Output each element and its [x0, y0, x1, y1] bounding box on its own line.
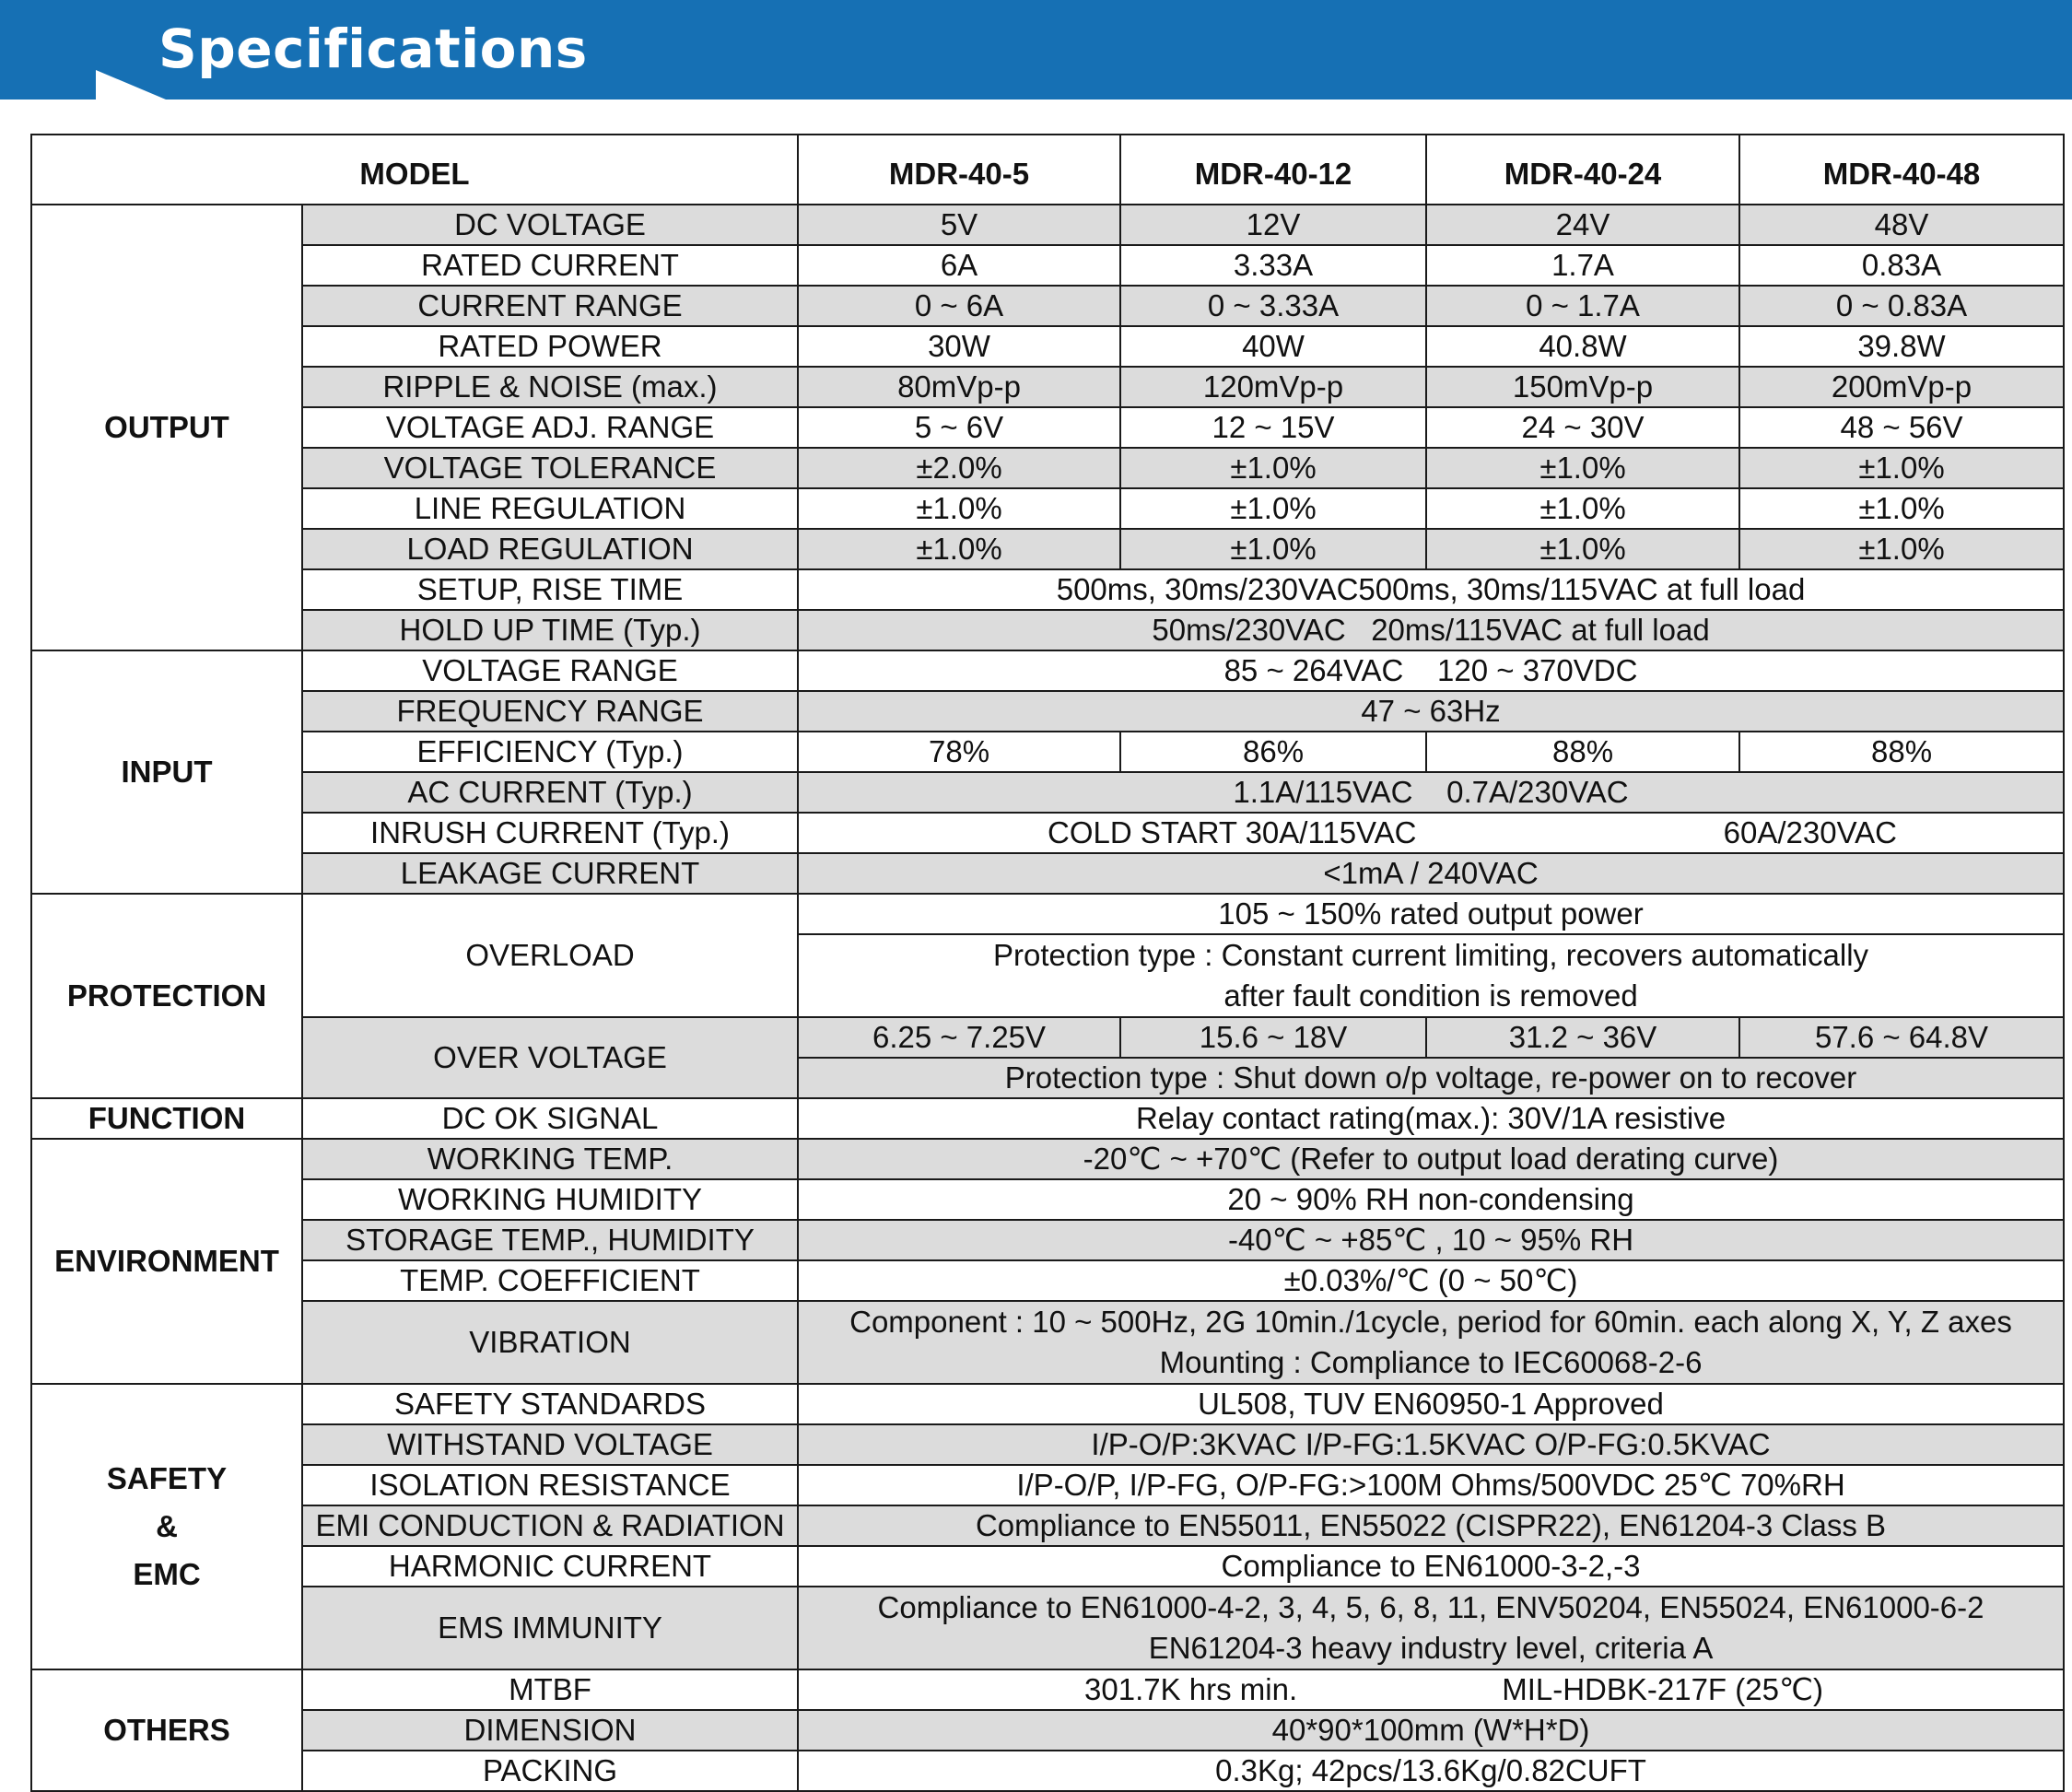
spec-row [31, 853, 2064, 894]
mtbf-hours: 301.7K hrs min. [1084, 1672, 1298, 1706]
spec-value: 40*90*100mm (W*H*D) [798, 1710, 2064, 1751]
item-label: AC CURRENT (Typ.) [302, 772, 798, 813]
item-label: SAFETY STANDARDS [302, 1384, 798, 1424]
item-label: DC OK SIGNAL [302, 1098, 798, 1139]
spec-row [31, 1179, 2064, 1220]
spec-row [31, 569, 2064, 610]
category-protection: PROTECTION [31, 894, 302, 1098]
spec-row [31, 1751, 2064, 1791]
overload-protection-line: after fault condition is removed [1223, 978, 1638, 1013]
inrush-230vac: 60A/230VAC [1723, 815, 1898, 849]
item-label: LEAKAGE CURRENT [302, 853, 798, 894]
spec-row [31, 367, 2064, 407]
inrush-values [799, 815, 2063, 850]
spec-value: 12V [1120, 205, 1426, 245]
vibration-line: Mounting : Compliance to IEC60068-2-6 [1159, 1345, 1703, 1379]
spec-row [31, 650, 2064, 691]
spec-value: 500ms, 30ms/230VAC500ms, 30ms/115VAC at full load [798, 569, 2064, 610]
spec-value: 0 ~ 1.7A [1426, 286, 1739, 326]
spec-value: -40℃ ~ +85℃ , 10 ~ 95% RH [798, 1220, 2064, 1260]
spec-row [31, 1424, 2064, 1465]
item-label: SETUP, RISE TIME [302, 569, 798, 610]
item-label: OVER VOLTAGE [302, 1017, 798, 1098]
spec-value: ±1.0% [1739, 448, 2064, 488]
spec-row [31, 894, 2064, 934]
item-label: WORKING TEMP. [302, 1139, 798, 1179]
spec-value: 50ms/230VAC 20ms/115VAC at full load [798, 610, 2064, 650]
spec-value [798, 1301, 2064, 1384]
spec-row [31, 407, 2064, 448]
spec-row [31, 1587, 2064, 1669]
spec-row [31, 286, 2064, 326]
ems-line: Compliance to EN61000-4-2, 3, 4, 5, 6, 8, 11, ENV50204, EN55024, EN61000-6-2 [877, 1590, 1984, 1624]
spec-value: -20℃ ~ +70℃ (Refer to output load derating curve) [798, 1139, 2064, 1179]
category-function: FUNCTION [31, 1098, 302, 1139]
model-header: MODEL [31, 135, 798, 205]
spec-value: 39.8W [1739, 326, 2064, 367]
spec-row [31, 1301, 2064, 1384]
item-label: INRUSH CURRENT (Typ.) [302, 813, 798, 853]
spec-row [31, 610, 2064, 650]
item-label: EMI CONDUCTION & RADIATION [302, 1505, 798, 1546]
spec-value: 20 ~ 90% RH non-condensing [798, 1179, 2064, 1220]
vibration-line: Component : 10 ~ 500Hz, 2G 10min./1cycle, period for 60min. each along X, Y, Z axes [849, 1305, 2012, 1339]
spec-value: ±1.0% [798, 529, 1120, 569]
model-name: MDR-40-12 [1120, 135, 1426, 205]
item-label: EMS IMMUNITY [302, 1587, 798, 1669]
item-label: STORAGE TEMP., HUMIDITY [302, 1220, 798, 1260]
item-label: CURRENT RANGE [302, 286, 798, 326]
item-label: HARMONIC CURRENT [302, 1546, 798, 1587]
item-label: OVERLOAD [302, 894, 798, 1017]
item-label: EFFICIENCY (Typ.) [302, 732, 798, 772]
spec-value: 0 ~ 6A [798, 286, 1120, 326]
model-name: MDR-40-24 [1426, 135, 1739, 205]
spec-value: 47 ~ 63Hz [798, 691, 2064, 732]
spec-value: 0 ~ 0.83A [1739, 286, 2064, 326]
spec-value: Compliance to EN55011, EN55022 (CISPR22), EN61204-3 Class B [798, 1505, 2064, 1546]
spec-value: 86% [1120, 732, 1426, 772]
spec-value: 150mVp-p [1426, 367, 1739, 407]
spec-value: 5V [798, 205, 1120, 245]
spec-value: ±1.0% [798, 488, 1120, 529]
spec-value: 80mVp-p [798, 367, 1120, 407]
inrush-cold-start: COLD START 30A/115VAC [1048, 815, 1417, 849]
spec-value: 85 ~ 264VAC 120 ~ 370VDC [798, 650, 2064, 691]
spec-value [798, 1587, 2064, 1669]
spec-row [31, 772, 2064, 813]
spec-value: ±1.0% [1739, 488, 2064, 529]
spec-value: ±1.0% [1120, 448, 1426, 488]
spec-value: ±1.0% [1120, 488, 1426, 529]
spec-row [31, 529, 2064, 569]
spec-value: ±2.0% [798, 448, 1120, 488]
item-label: FREQUENCY RANGE [302, 691, 798, 732]
spec-value: 6.25 ~ 7.25V [798, 1017, 1120, 1058]
spec-value: 88% [1739, 732, 2064, 772]
spec-value: 6A [798, 245, 1120, 286]
spec-value: 3.33A [1120, 245, 1426, 286]
spec-value: 5 ~ 6V [798, 407, 1120, 448]
model-row [31, 135, 2064, 205]
item-label: TEMP. COEFFICIENT [302, 1260, 798, 1301]
spec-row [31, 1546, 2064, 1587]
spec-value: Protection type : Shut down o/p voltage, re-power on to recover [798, 1058, 2064, 1098]
spec-value: ±1.0% [1426, 529, 1739, 569]
spec-value [798, 1669, 2064, 1710]
header-banner [0, 0, 2072, 100]
spec-row [31, 1505, 2064, 1546]
spec-row [31, 1669, 2064, 1710]
category-line: EMC [133, 1557, 201, 1591]
spec-value: 200mVp-p [1739, 367, 2064, 407]
item-label: WORKING HUMIDITY [302, 1179, 798, 1220]
item-label: MTBF [302, 1669, 798, 1710]
spec-row [31, 326, 2064, 367]
mtbf-standard: MIL-HDBK-217F (25℃) [1502, 1672, 1824, 1706]
spec-value: 30W [798, 326, 1120, 367]
item-label: RATED CURRENT [302, 245, 798, 286]
spec-value: 40W [1120, 326, 1426, 367]
category-input: INPUT [31, 650, 302, 894]
spec-value: 12 ~ 15V [1120, 407, 1426, 448]
spec-value: 31.2 ~ 36V [1426, 1017, 1739, 1058]
category-line: & [156, 1509, 178, 1543]
spec-value: 105 ~ 150% rated output power [798, 894, 2064, 934]
spec-value: 88% [1426, 732, 1739, 772]
spec-row [31, 732, 2064, 772]
item-label: VOLTAGE TOLERANCE [302, 448, 798, 488]
spec-value: 0.83A [1739, 245, 2064, 286]
spec-row [31, 1017, 2064, 1058]
spec-value: Compliance to EN61000-3-2,-3 [798, 1546, 2064, 1587]
spec-row [31, 205, 2064, 245]
spec-row [31, 448, 2064, 488]
category-others: OTHERS [31, 1669, 302, 1791]
item-label: PACKING [302, 1751, 798, 1791]
spec-value: 48V [1739, 205, 2064, 245]
item-label: VOLTAGE RANGE [302, 650, 798, 691]
spec-value: 1.7A [1426, 245, 1739, 286]
spec-row [31, 1384, 2064, 1424]
spec-row [31, 691, 2064, 732]
item-label: HOLD UP TIME (Typ.) [302, 610, 798, 650]
spec-row [31, 488, 2064, 529]
overload-protection-line: Protection type : Constant current limiting, recovers automatically [992, 938, 1869, 972]
spec-row [31, 1098, 2064, 1139]
spec-value [798, 934, 2064, 1017]
spec-value: 78% [798, 732, 1120, 772]
spec-value [798, 813, 2064, 853]
spec-row [31, 245, 2064, 286]
item-label: VIBRATION [302, 1301, 798, 1384]
spec-value: I/P-O/P:3KVAC I/P-FG:1.5KVAC O/P-FG:0.5KVAC [798, 1424, 2064, 1465]
spec-value: 40.8W [1426, 326, 1739, 367]
mtbf-values [799, 1672, 2063, 1707]
item-label: RATED POWER [302, 326, 798, 367]
item-label: ISOLATION RESISTANCE [302, 1465, 798, 1505]
spec-value: Relay contact rating(max.): 30V/1A resistive [798, 1098, 2064, 1139]
spec-value: ±1.0% [1120, 529, 1426, 569]
item-label: WITHSTAND VOLTAGE [302, 1424, 798, 1465]
model-name: MDR-40-5 [798, 135, 1120, 205]
category-line: SAFETY [106, 1461, 228, 1495]
spec-row [31, 1710, 2064, 1751]
item-label: RIPPLE & NOISE (max.) [302, 367, 798, 407]
spec-value: 48 ~ 56V [1739, 407, 2064, 448]
spec-value: <1mA / 240VAC [798, 853, 2064, 894]
ems-line: EN61204-3 heavy industry level, criteria A [1148, 1631, 1714, 1665]
spec-row [31, 1139, 2064, 1179]
spec-value: 0.3Kg; 42pcs/13.6Kg/0.82CUFT [798, 1751, 2064, 1791]
category-output: OUTPUT [31, 205, 302, 650]
spec-value: 57.6 ~ 64.8V [1739, 1017, 2064, 1058]
spec-value: 1.1A/115VAC 0.7A/230VAC [798, 772, 2064, 813]
spec-value: ±0.03%/℃ (0 ~ 50℃) [798, 1260, 2064, 1301]
spec-value: ±1.0% [1739, 529, 2064, 569]
spec-value: ±1.0% [1426, 448, 1739, 488]
item-label: DIMENSION [302, 1710, 798, 1751]
spec-value: I/P-O/P, I/P-FG, O/P-FG:>100M Ohms/500VDC 25℃ 70%RH [798, 1465, 2064, 1505]
model-name: MDR-40-48 [1739, 135, 2064, 205]
spec-value: 120mVp-p [1120, 367, 1426, 407]
spec-value: ±1.0% [1426, 488, 1739, 529]
spec-value: UL508, TUV EN60950-1 Approved [798, 1384, 2064, 1424]
item-label: LINE REGULATION [302, 488, 798, 529]
spec-row [31, 1220, 2064, 1260]
item-label: LOAD REGULATION [302, 529, 798, 569]
item-label: DC VOLTAGE [302, 205, 798, 245]
page-title: Specifications [158, 18, 588, 80]
spec-value: 15.6 ~ 18V [1120, 1017, 1426, 1058]
spec-table [30, 134, 2065, 1792]
spec-value: 0 ~ 3.33A [1120, 286, 1426, 326]
spec-row [31, 1465, 2064, 1505]
category-environment: ENVIRONMENT [31, 1139, 302, 1384]
spec-row [31, 813, 2064, 853]
category-safety-emc [31, 1384, 302, 1669]
spec-value: 24V [1426, 205, 1739, 245]
spec-value: 24 ~ 30V [1426, 407, 1739, 448]
spec-row [31, 1260, 2064, 1301]
item-label: VOLTAGE ADJ. RANGE [302, 407, 798, 448]
